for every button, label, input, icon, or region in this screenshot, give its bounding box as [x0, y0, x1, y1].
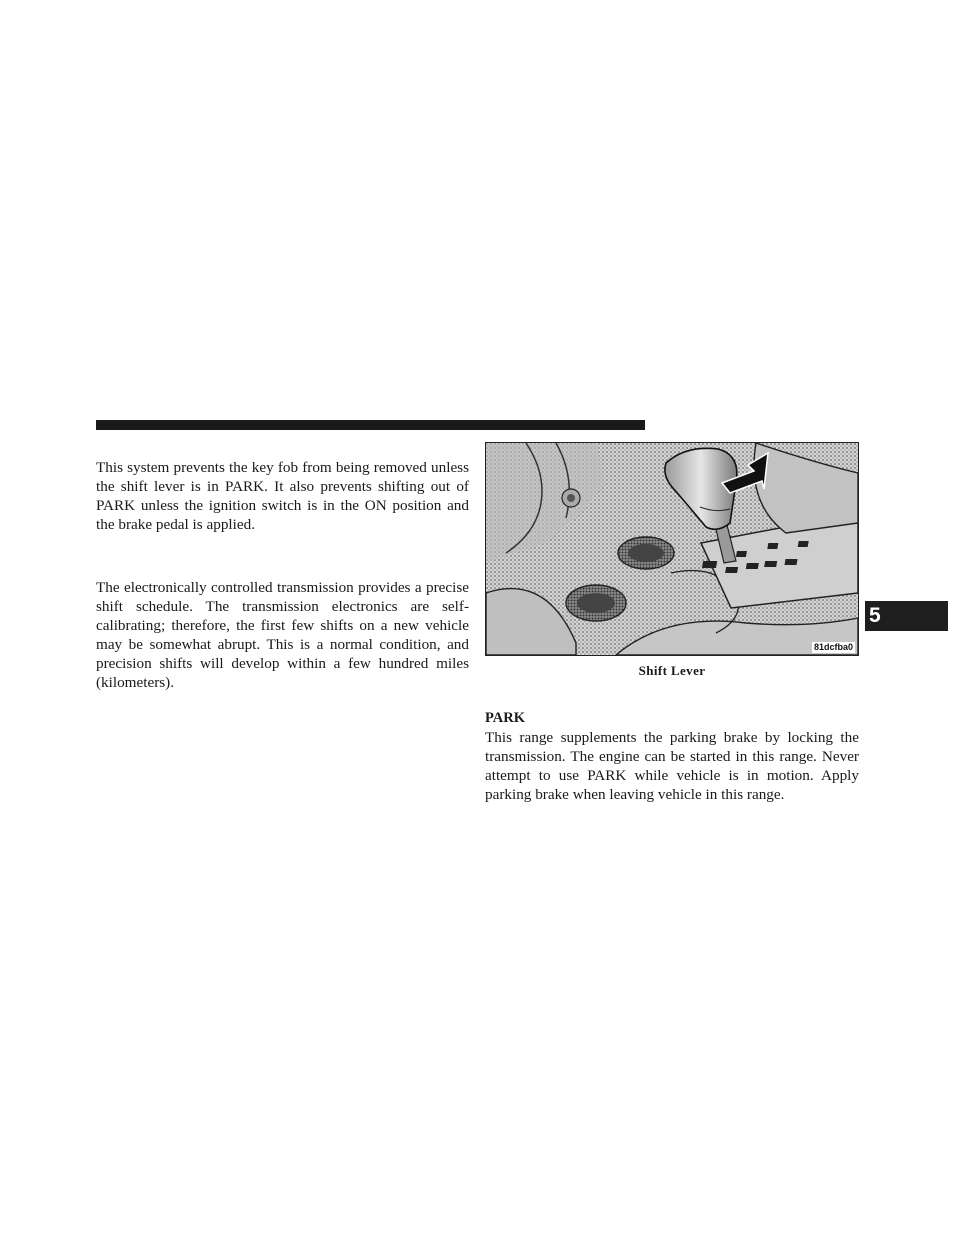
shift-lever-illustration	[485, 442, 859, 656]
section-tab: 5	[865, 601, 948, 631]
figure-caption: Shift Lever	[638, 663, 706, 678]
interlock-paragraph: This system prevents the key fob from being removed unless the shift lever is in PARK. It also prevents shifting out of PARK unless the ignition switch is in the ON position and the brake pedal is applied.	[96, 459, 469, 533]
park-paragraph: This range supplements the parking brake by locking the transmission. The engine can be started in this range. Never attempt to use PARK while vehicle is in motion. Apply parking brake when leaving vehicle in this range.	[485, 729, 859, 803]
transmission-paragraph: The electronically controlled transmission provides a precise shift schedule. The transmission electronics are self-calibrating; therefore, the first few shifts on a new vehicle may be somewhat abrupt. This is a normal condition, and precision shifts will develop within a few hundred miles (kilometers).	[96, 579, 469, 691]
header-rule	[96, 420, 645, 430]
figure-code: 81dcfba0	[813, 642, 853, 652]
shift-lever-drawing	[486, 443, 858, 655]
park-heading: PARK	[485, 710, 526, 726]
